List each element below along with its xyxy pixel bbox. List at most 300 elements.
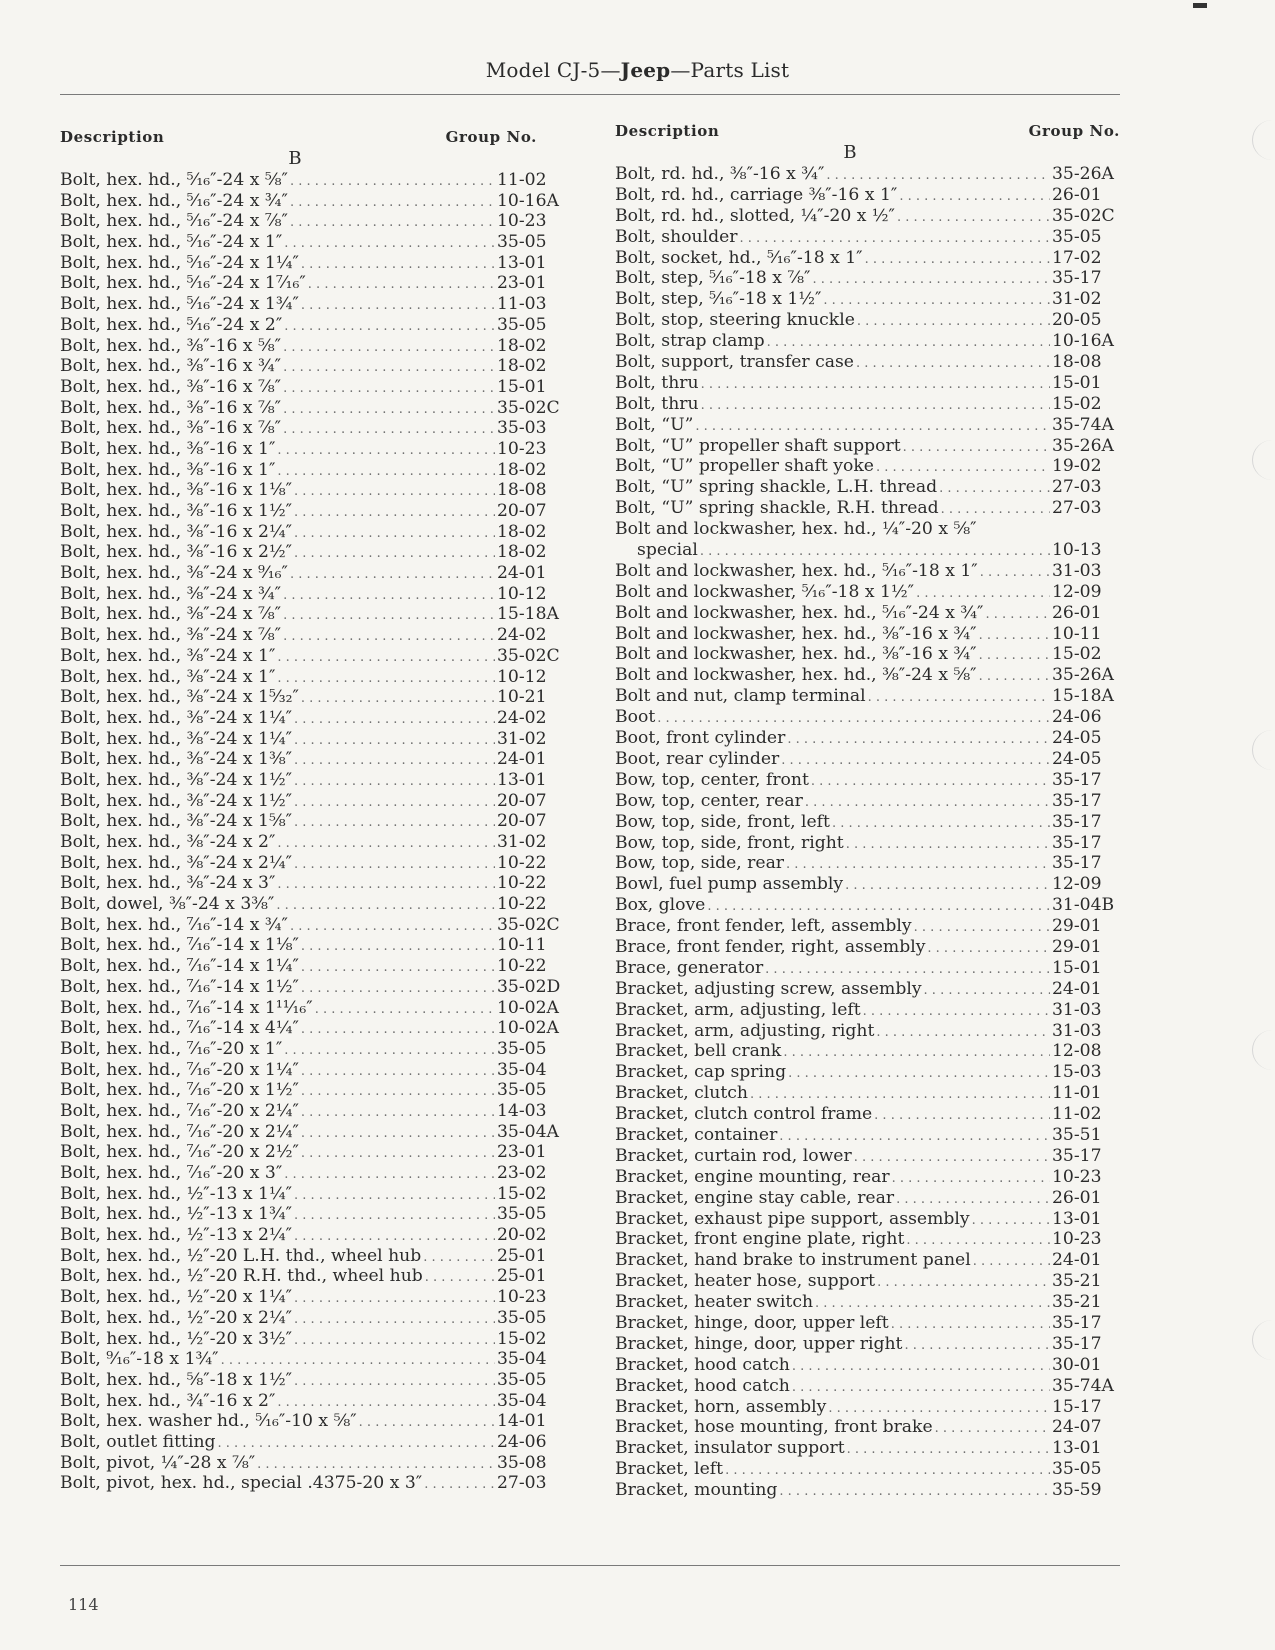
list-item [60, 1246, 565, 1267]
dot-leader [897, 208, 1050, 229]
list-item [615, 686, 1120, 707]
list-item [60, 915, 565, 936]
dot-leader [903, 438, 1050, 459]
group-number: 35-05 [497, 1204, 547, 1225]
part-description: Bolt, hex. hd., ⁷⁄₁₆″-14 x 1¹¹⁄₁₆″ [60, 997, 313, 1018]
list-item [60, 873, 565, 894]
part-description: Bolt, hex. hd., ½″-20 x 3½″ [60, 1328, 293, 1349]
page-number: 114 [68, 1595, 99, 1614]
part-description: Bolt, hex. hd., ⁵⁄₁₆″-24 x 1″ [60, 232, 283, 253]
part-description: Bolt, hex. hd., ⅜″-24 x ⅞″ [60, 625, 282, 646]
part-description: Bolt, hex. hd., ⅜″-16 x 2½″ [60, 542, 293, 563]
right-parts-list [615, 164, 1120, 1501]
footer-rule [60, 1565, 1120, 1566]
group-number: 35-05 [497, 1369, 547, 1390]
list-item [60, 1039, 565, 1060]
dot-leader [906, 1231, 1050, 1252]
part-description: Bolt, support, transfer case [615, 352, 854, 373]
group-number: 24-06 [497, 1431, 547, 1452]
group-number: 10-11 [497, 935, 547, 956]
list-item [615, 1438, 1120, 1459]
list-item [60, 522, 565, 543]
list-item [615, 1104, 1120, 1125]
group-number: 24-01 [497, 563, 547, 584]
part-description: Bolt, hex. hd., ⁷⁄₁₆″-20 x 1½″ [60, 1080, 299, 1101]
part-description: Bolt and lockwasher, hex. hd., ⅜″-16 x ¾″ [615, 623, 977, 644]
group-number: 23-01 [497, 1142, 547, 1163]
list-item [60, 1287, 565, 1308]
group-number: 35-26A [1052, 665, 1114, 686]
group-number: 24-01 [1052, 1250, 1102, 1271]
group-number: 30-01 [1052, 1354, 1102, 1375]
list-item [615, 185, 1120, 206]
dot-leader [701, 375, 1050, 396]
dot-leader [301, 979, 495, 1000]
group-number: 18-02 [497, 459, 547, 480]
part-description: Bolt, hex. hd., ⅜″-24 x 1″ [60, 666, 276, 687]
dot-leader [973, 1252, 1050, 1273]
part-description: Bow, top, side, front, right [615, 832, 844, 853]
part-description: Bolt and lockwasher, hex. hd., ⅜″-16 x ¾″ [615, 644, 977, 665]
dot-leader [294, 793, 495, 814]
part-description: Brace, front fender, left, assembly [615, 916, 912, 937]
part-description: Bolt, “U” propeller shaft support [615, 435, 901, 456]
dot-leader [695, 417, 1050, 438]
group-number: 10-16A [497, 190, 559, 211]
dot-leader [283, 338, 495, 359]
dot-leader [294, 482, 495, 503]
dot-leader [283, 379, 495, 400]
group-number: 10-23 [497, 211, 547, 232]
part-description: Bolt, hex. hd., ⁵⁄₁₆″-24 x 2″ [60, 314, 283, 335]
part-description: Bolt, hex. hd., ½″-13 x 1¼″ [60, 1183, 293, 1204]
part-description: Brace, front fender, right, assembly [615, 936, 926, 957]
dot-leader [892, 1169, 1050, 1190]
group-number: 18-08 [1052, 352, 1102, 373]
part-description: Bracket, hinge, door, upper left [615, 1312, 889, 1333]
dot-leader [315, 1000, 495, 1021]
group-number: 10-23 [497, 438, 547, 459]
list-item [60, 1329, 565, 1350]
list-item [60, 853, 565, 874]
list-item [60, 501, 565, 522]
dot-leader [865, 250, 1050, 271]
list-item [60, 1370, 565, 1391]
list-item [60, 935, 565, 956]
part-description: Bowl, fuel pump assembly [615, 874, 844, 895]
list-item [60, 584, 565, 605]
group-number: 20-05 [1052, 310, 1102, 331]
part-description: Bolt, hex. hd., ⅜″-24 x 2¼″ [60, 852, 293, 873]
dot-leader [290, 172, 495, 193]
list-item [60, 336, 565, 357]
part-description: Bolt, hex. hd., ½″-20 x 1¼″ [60, 1287, 293, 1308]
dot-leader [805, 793, 1050, 814]
group-number: 23-01 [497, 273, 547, 294]
list-item [615, 644, 1120, 665]
group-number: 15-02 [1052, 644, 1102, 665]
group-number: 35-17 [1052, 268, 1102, 289]
right-group-heading: Group No. [1028, 122, 1120, 140]
dot-leader [294, 1289, 495, 1310]
part-description: Bolt, hex. hd., ⅜″-24 x 2″ [60, 832, 276, 852]
part-description: Bow, top, side, front, left [615, 811, 830, 832]
list-item [615, 1146, 1120, 1167]
part-description: Brace, generator [615, 957, 764, 978]
dot-leader [294, 813, 495, 834]
dot-leader [924, 981, 1050, 1002]
group-number: 35-17 [1052, 853, 1102, 874]
part-description: Bolt, hex. hd., ⅜″-16 x 1⅛″ [60, 480, 293, 501]
group-number: 12-09 [1052, 581, 1102, 602]
dot-leader [294, 855, 495, 876]
group-number: 25-01 [497, 1245, 547, 1266]
page-header [0, 58, 1275, 82]
group-number: 29-01 [1052, 916, 1102, 937]
group-number: 24-01 [497, 749, 547, 770]
part-description: Bolt, hex. hd., ½″-13 x 1¾″ [60, 1204, 293, 1225]
group-number: 13-01 [497, 769, 547, 790]
part-description: Bolt, hex. hd., ⁷⁄₁₆″-14 x ¾″ [60, 914, 288, 935]
part-description: Bolt, hex. hd., ⁷⁄₁₆″-20 x 1″ [60, 1038, 283, 1059]
list-item [60, 211, 565, 232]
group-number: 35-02C [497, 914, 560, 935]
group-number: 20-07 [497, 811, 547, 832]
list-item [615, 853, 1120, 874]
list-item [60, 791, 565, 812]
group-number: 24-06 [1052, 707, 1102, 728]
list-item [615, 1041, 1120, 1062]
group-number: 15-02 [497, 1328, 547, 1349]
part-description: Bolt, hex. hd., ⁵⁄₁₆″-24 x 1⁷⁄₁₆″ [60, 273, 306, 294]
dot-leader [845, 876, 1050, 897]
dot-leader [980, 563, 1050, 584]
dot-leader [290, 213, 495, 234]
group-number: 35-04 [497, 1390, 547, 1411]
group-number: 10-22 [497, 894, 547, 915]
group-number: 18-08 [497, 480, 547, 501]
group-number: 26-01 [1052, 602, 1102, 623]
dot-leader [294, 731, 495, 752]
dot-leader [301, 1020, 495, 1041]
group-number: 35-04 [497, 1349, 547, 1370]
group-number: 35-17 [1052, 811, 1102, 832]
dot-leader [294, 1206, 495, 1227]
part-description: Bolt, hex. hd., ⅜″-24 x 1⁵⁄₃₂″ [60, 687, 299, 708]
group-number: 24-02 [497, 625, 547, 646]
dot-leader [985, 605, 1050, 626]
group-number: 35-17 [1052, 832, 1102, 853]
part-description: Bolt, hex. hd., ⅝″-18 x 1½″ [60, 1369, 293, 1390]
list-item [615, 812, 1120, 833]
dot-leader [979, 626, 1050, 647]
group-number: 35-05 [497, 232, 547, 253]
left-group-heading: Group No. [445, 128, 537, 146]
dot-leader [283, 358, 495, 379]
dot-leader [765, 960, 1050, 981]
dot-leader [916, 584, 1050, 605]
part-description: Bolt and lockwasher, ⁵⁄₁₆″-18 x 1½″ [615, 581, 915, 602]
dot-leader [899, 187, 1050, 208]
dot-leader [284, 234, 495, 255]
group-number: 24-05 [1052, 728, 1102, 749]
part-description: Bolt and lockwasher, hex. hd., ⅜″-24 x ⅝″ [615, 665, 977, 686]
dot-leader [904, 1336, 1050, 1357]
list-item [60, 191, 565, 212]
dot-leader [308, 275, 495, 296]
dot-leader [979, 646, 1050, 667]
part-description: Bolt, hex. hd., ⁷⁄₁₆″-20 x 2¼″ [60, 1121, 299, 1142]
list-item [60, 687, 565, 708]
list-item [60, 977, 565, 998]
header-prefix: Model CJ-5— [485, 58, 621, 82]
list-item [615, 603, 1120, 624]
dot-leader [941, 500, 1050, 521]
part-description: Bracket, heater switch [615, 1292, 814, 1313]
list-item [60, 832, 565, 853]
list-item [60, 377, 565, 398]
dot-leader [781, 751, 1050, 772]
list-item [615, 937, 1120, 958]
part-description: Bolt, shoulder [615, 226, 738, 247]
dot-leader [823, 291, 1050, 312]
part-description: Bolt, hex. hd., ⅜″-16 x 1″ [60, 459, 276, 480]
group-number: 35-03 [497, 418, 547, 439]
header-rule [60, 94, 1120, 95]
group-number: 15-17 [1052, 1396, 1102, 1417]
group-number: 35-21 [1052, 1292, 1102, 1313]
group-number: 10-23 [1052, 1229, 1102, 1250]
list-item [60, 625, 565, 646]
dot-leader [294, 1186, 495, 1207]
part-description: Bracket, horn, assembly [615, 1396, 827, 1417]
group-number: 35-05 [1052, 226, 1102, 247]
part-description: Bolt, rd. hd., carriage ⅜″-16 x 1″ [615, 184, 898, 205]
dot-leader [284, 317, 495, 338]
group-number: 35-05 [1052, 1459, 1102, 1480]
part-description: Bow, top, center, front [615, 769, 809, 790]
part-description: Box, glove [615, 895, 706, 916]
dot-leader [857, 312, 1050, 333]
list-item [615, 1209, 1120, 1230]
group-number: 31-03 [1052, 560, 1102, 581]
left-column [60, 128, 565, 1494]
group-number: 14-03 [497, 1100, 547, 1121]
part-description: Bracket, hand brake to instrument panel [615, 1250, 971, 1271]
group-number: 31-04B [1052, 895, 1115, 916]
header-brand: Jeep [620, 58, 671, 82]
list-item [615, 227, 1120, 248]
dot-leader [868, 688, 1050, 709]
group-number: 20-07 [497, 790, 547, 811]
dot-leader [257, 1455, 495, 1476]
part-description: Bolt, thru [615, 372, 699, 393]
dot-leader [863, 1002, 1050, 1023]
group-number: 31-02 [497, 728, 547, 749]
list-item [615, 456, 1120, 477]
list-item [60, 770, 565, 791]
dot-leader [290, 917, 495, 938]
dot-leader [301, 1062, 495, 1083]
part-description: Bow, top, side, rear [615, 853, 785, 874]
list-item [615, 1188, 1120, 1209]
dot-leader [277, 834, 495, 855]
group-number: 18-02 [497, 356, 547, 377]
part-description: Bolt, step, ⁵⁄₁₆″-18 x ⅞″ [615, 268, 811, 289]
list-item [60, 1411, 565, 1432]
list-item [60, 1225, 565, 1246]
list-item [615, 268, 1120, 289]
dot-leader [725, 1461, 1050, 1482]
part-description: Bolt, hex. hd., ⅜″-16 x 2¼″ [60, 521, 293, 542]
list-item [615, 916, 1120, 937]
group-number: 14-01 [497, 1411, 547, 1432]
list-item [60, 563, 565, 584]
part-description: Bolt, hex. hd., ⅜″-16 x ⅞″ [60, 418, 282, 439]
group-number: 13-01 [1052, 1438, 1102, 1459]
right-description-heading: Description [615, 122, 720, 140]
dot-leader [283, 420, 495, 441]
list-item [615, 248, 1120, 269]
list-item [615, 373, 1120, 394]
group-number: 11-01 [1052, 1083, 1102, 1104]
list-item [60, 729, 565, 750]
group-number: 15-03 [1052, 1062, 1102, 1083]
part-description: Bolt, hex. hd., ⅜″-16 x 1″ [60, 438, 276, 459]
dot-leader [792, 1378, 1050, 1399]
list-item [60, 604, 565, 625]
list-item [615, 833, 1120, 854]
part-description: Bracket, hose mounting, front brake [615, 1417, 933, 1438]
dot-leader [283, 627, 495, 648]
group-number: 18-02 [497, 542, 547, 563]
list-item [615, 1334, 1120, 1355]
group-number: 35-51 [1052, 1124, 1102, 1145]
dot-leader [221, 1351, 495, 1372]
part-description: Bolt, hex. hd., ⅜″-24 x 1″ [60, 645, 276, 666]
part-description: Bolt, hex. hd., ⅜″-16 x ⅝″ [60, 335, 282, 356]
part-description: Bolt, hex. hd., ⅜″-24 x 1½″ [60, 790, 293, 811]
list-item [60, 1142, 565, 1163]
group-number: 10-02A [497, 1018, 559, 1039]
list-item [60, 1266, 565, 1287]
group-number: 35-17 [1052, 1312, 1102, 1333]
group-number: 15-01 [1052, 957, 1102, 978]
group-number: 35-05 [497, 314, 547, 335]
list-item [60, 1432, 565, 1453]
dot-leader [283, 586, 495, 607]
list-item [615, 749, 1120, 770]
part-description: Bracket, clutch control frame [615, 1104, 873, 1125]
list-item [615, 770, 1120, 791]
dot-leader [283, 606, 495, 627]
part-description: Bolt, hex. hd., ½″-20 x 2¼″ [60, 1307, 293, 1328]
part-description: Bracket, hood catch [615, 1375, 790, 1396]
group-number: 29-01 [1052, 936, 1102, 957]
list-item [615, 582, 1120, 603]
part-description: Bolt, hex. hd., ⅜″-16 x ¾″ [60, 356, 282, 377]
dot-leader [832, 814, 1050, 835]
dot-leader [294, 1331, 495, 1352]
part-description: Bolt, hex. hd., ⅜″-24 x 1½″ [60, 769, 293, 790]
list-item [615, 1021, 1120, 1042]
dot-leader [914, 918, 1050, 939]
list-item [60, 1204, 565, 1225]
list-item [615, 979, 1120, 1000]
group-number: 19-02 [1052, 456, 1102, 477]
part-description: Bolt, hex. hd., ⁵⁄₁₆″-24 x ⁷⁄₈″ [60, 211, 288, 232]
list-item [615, 1083, 1120, 1104]
dot-leader [783, 1043, 1050, 1064]
group-number: 24-07 [1052, 1417, 1102, 1438]
list-item [60, 542, 565, 563]
dot-leader [792, 1357, 1050, 1378]
part-description: Bolt, hex. hd., ⁷⁄₁₆″-14 x 1¼″ [60, 956, 299, 977]
list-item [60, 811, 565, 832]
group-number: 10-23 [497, 1287, 547, 1308]
group-number: 15-01 [1052, 372, 1102, 393]
dot-leader [826, 166, 1050, 187]
list-item [60, 480, 565, 501]
dot-leader [294, 751, 495, 772]
group-number: 10-23 [1052, 1166, 1102, 1187]
part-description: Bolt, hex. hd., ⅜″-24 x 1¼″ [60, 728, 293, 749]
dot-leader [424, 1475, 495, 1496]
dot-leader [767, 333, 1050, 354]
part-description: Bolt, hex. hd., ⁷⁄₁₆″-14 x 4¼″ [60, 1018, 299, 1039]
group-number: 27-03 [497, 1473, 547, 1494]
group-number: 35-26A [1052, 164, 1114, 184]
part-description: Bolt, hex. hd., ⅜″-16 x 1½″ [60, 501, 293, 521]
list-item [615, 164, 1120, 185]
list-item [615, 415, 1120, 436]
list-item [615, 206, 1120, 227]
list-item [615, 540, 1120, 561]
part-description: Bracket, engine mounting, rear [615, 1166, 890, 1187]
group-number: 24-02 [497, 707, 547, 728]
dot-leader [750, 1085, 1050, 1106]
list-item [615, 1250, 1120, 1271]
dot-leader [277, 669, 495, 690]
part-description: Bolt, “U” [615, 414, 694, 435]
part-description: Bolt, hex. hd., ⁵⁄₁₆″-24 x ³⁄₄″ [60, 190, 288, 211]
group-number: 35-04 [497, 1059, 547, 1080]
dot-leader [854, 1148, 1050, 1169]
part-description: Bolt, hex. hd., ⅜″-24 x 3″ [60, 873, 276, 894]
dot-leader [657, 709, 1050, 730]
group-number: 10-13 [1052, 540, 1102, 561]
dot-leader [786, 855, 1050, 876]
part-description: Bolt, thru [615, 393, 699, 414]
part-description: Bolt, “U” spring shackle, R.H. thread [615, 498, 939, 519]
group-number: 20-07 [497, 501, 547, 521]
list-item [60, 1453, 565, 1474]
part-description: Bolt, hex. hd., ⅜″-16 x ⅞″ [60, 397, 282, 418]
part-description: Bolt, rd. hd., ⅜″-16 x ¾″ [615, 164, 825, 184]
part-description: Bolt, hex. hd., ⅜″-24 x ⁹⁄₁₆″ [60, 563, 288, 584]
part-description: Bracket, container [615, 1124, 778, 1145]
dot-leader [301, 1082, 495, 1103]
group-number: 35-02D [497, 976, 561, 997]
group-number: 27-03 [1052, 498, 1102, 519]
dot-leader [301, 1103, 495, 1124]
dot-leader [277, 462, 495, 483]
group-number: 11-02 [497, 170, 547, 190]
left-parts-list [60, 170, 565, 1494]
dot-leader [939, 479, 1050, 500]
list-item [615, 561, 1120, 582]
list-item [615, 1313, 1120, 1334]
